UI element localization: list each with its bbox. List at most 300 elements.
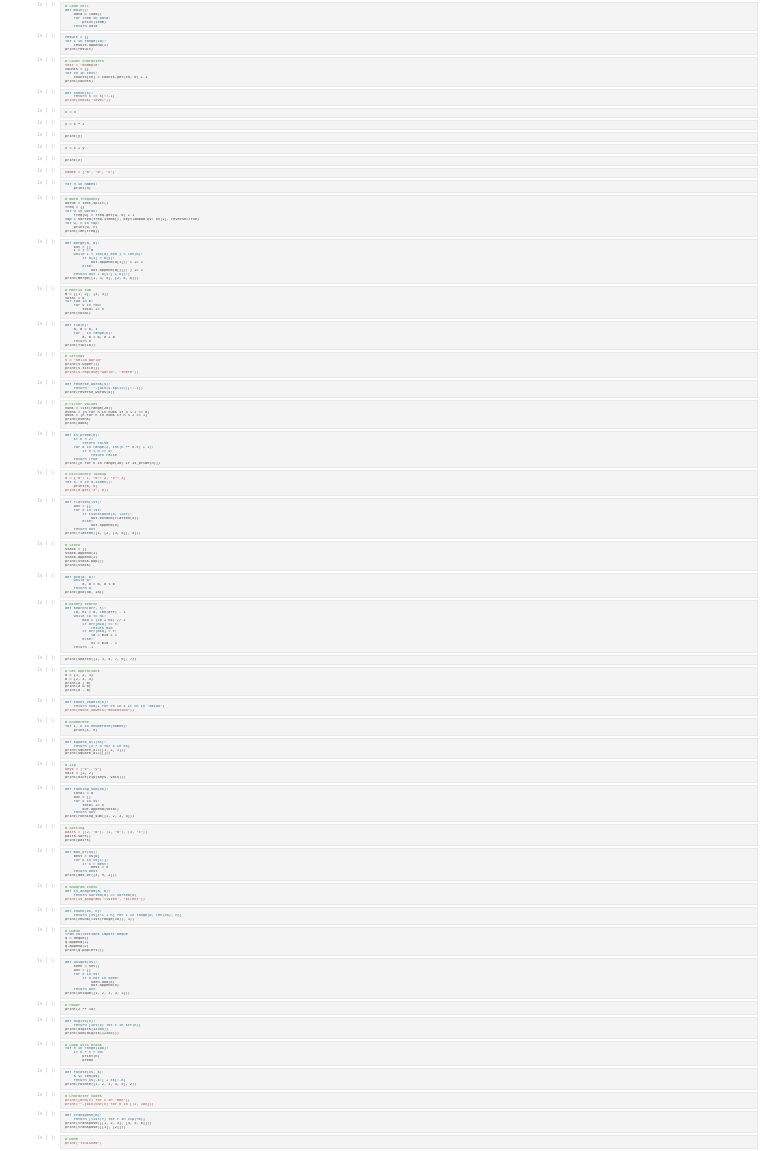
code-line: a = {1, 2, 3} [65, 673, 94, 677]
cell-input-area[interactable] [60, 156, 758, 166]
code-cell[interactable] [0, 785, 768, 822]
cell-input-area[interactable] [60, 718, 758, 736]
code-line: if arr[mid] == t: [65, 622, 120, 626]
code-line: print(chunk(list(range(10)), 3)) [65, 917, 135, 921]
code-line: # Character codes [65, 1094, 102, 1098]
code-line: return True [65, 457, 98, 461]
cell-input-area[interactable] [60, 1092, 758, 1110]
code-line: print(search([1, 3, 5, 7, 9], 7)) [65, 657, 137, 661]
cell-prompt-label: In [ ]: [37, 353, 56, 359]
code-line: q.append(1) [65, 941, 89, 945]
code-line: print(pairs) [65, 838, 91, 842]
code-line: print(2 ** 10) [65, 1008, 96, 1012]
code-line: else: [65, 265, 94, 269]
code-line: # Power [65, 1004, 81, 1008]
code-line: counts[ch] = counts.get(ch, 0) + 1 [65, 75, 148, 79]
code-line: return False [65, 441, 109, 445]
code-line: return best [65, 870, 98, 874]
cell-input-area[interactable] [60, 120, 758, 130]
code-line: best = x [65, 866, 109, 870]
code-cell[interactable] [0, 321, 768, 350]
code-line: out.append(b[j]); j += 1 [65, 268, 143, 272]
code-line: best = xs[0] [65, 854, 100, 858]
code-cell[interactable] [0, 195, 768, 236]
code-line: print(dict(zip(keys, vals))) [65, 776, 126, 780]
code-line: data = load() [65, 12, 102, 16]
cell-prompt-label: In [ ]: [37, 1112, 56, 1118]
code-line: def digits(n): [65, 1019, 96, 1023]
code-line: out = [] [65, 795, 91, 799]
cell-prompt-label: In [ ]: [37, 958, 56, 964]
cell-input-area[interactable] [60, 144, 758, 154]
cell-prompt-label: In [ ]: [37, 156, 56, 162]
code-line: if x > best: [65, 862, 109, 866]
code-line: print(transpose([[1], [2]])) [65, 1126, 126, 1130]
code-line: print(q.popleft()) [65, 949, 104, 953]
code-line: def unique(xs): [65, 960, 98, 964]
code-cell[interactable] [0, 600, 768, 653]
cell-prompt-label: In [ ]: [37, 762, 56, 768]
cell-input-area[interactable] [60, 108, 758, 118]
code-line: names = ["a", "b", "c"] [65, 170, 115, 174]
code-line: # Code cell [65, 5, 89, 8]
cell-input-area[interactable] [60, 883, 758, 905]
code-cell[interactable] [0, 108, 768, 118]
cell-prompt-label: In [ ]: [37, 825, 56, 831]
code-line: for n in names: [65, 182, 98, 186]
code-line: z = x + y [65, 146, 85, 150]
cell-input-area[interactable] [60, 927, 758, 956]
code-line: def count_vowels(s): [65, 701, 109, 705]
code-cell[interactable] [0, 1041, 768, 1067]
cell-prompt-label: In [ ]: [37, 432, 56, 438]
code-line: stack.append(2) [65, 555, 98, 559]
code-line: print(w, c) [65, 225, 98, 229]
cell-prompt-label: In [ ]: [37, 1002, 56, 1008]
cell-input-area[interactable] [60, 1001, 758, 1015]
code-line: print(a - b) [65, 689, 91, 693]
code-line: m = [[1, 2], [3, 4]] [65, 292, 109, 296]
code-cell[interactable] [0, 144, 768, 154]
cell-input-area[interactable] [60, 132, 758, 142]
code-cell[interactable] [0, 718, 768, 736]
code-cell[interactable] [0, 883, 768, 905]
cell-prompt-label: In [ ]: [37, 667, 56, 673]
code-line: return a [65, 339, 91, 343]
code-line: while i < len(a) and j < len(b): [65, 253, 143, 257]
cell-input-area[interactable] [60, 1041, 758, 1067]
cell-prompt-label: In [ ]: [37, 1136, 56, 1142]
code-line: # Word frequency [65, 198, 100, 202]
cell-prompt-label: In [ ]: [37, 927, 56, 933]
code-line: for x in xs[1:]: [65, 858, 109, 862]
code-line: text = "example" [65, 63, 100, 67]
cell-input-area[interactable] [60, 400, 758, 429]
code-line: for w, c in top: [65, 221, 100, 225]
code-cell[interactable] [0, 541, 768, 570]
cell-prompt-label: In [ ]: [37, 381, 56, 386]
code-line: print("".join(chr(n) for n in [72, 105])) [65, 1102, 154, 1106]
cell-prompt-label: In [ ]: [37, 719, 56, 724]
cell-input-area[interactable] [60, 1111, 758, 1133]
code-cell[interactable] [0, 180, 768, 194]
cell-prompt-label: In [ ]: [37, 196, 56, 202]
cell-prompt-label: In [ ]: [37, 286, 56, 292]
cell-input-area[interactable] [60, 785, 758, 822]
code-line: for n in range(100): [65, 1047, 109, 1051]
code-line: def rotate(xs, k): [65, 1071, 104, 1075]
cell-input-area[interactable] [60, 541, 758, 570]
code-line: # Sorting [65, 827, 85, 831]
code-line: print(check("level")) [65, 99, 111, 103]
cell-input-area[interactable] [60, 33, 758, 55]
cell-input-area[interactable] [60, 321, 758, 350]
code-cell[interactable] [0, 470, 768, 496]
cell-prompt-label: In [ ]: [37, 121, 56, 127]
code-cell[interactable] [0, 168, 768, 178]
code-line: lo, hi = 0, len(arr) - 1 [65, 610, 126, 614]
code-line: from collections import deque [65, 933, 128, 937]
code-line: nums = list(range(20)) [65, 406, 113, 410]
cell-input-area[interactable] [60, 498, 758, 539]
notebook [0, 2, 768, 1151]
code-cell[interactable] [0, 431, 768, 468]
code-line: hi = mid - 1 [65, 642, 117, 646]
code-line: return False [65, 453, 117, 457]
code-line: print(reverse_words(s)) [65, 390, 115, 394]
code-line: words = text.split() [65, 202, 109, 206]
code-line: print(s.upper()) [65, 363, 100, 367]
code-line: print("finished") [65, 1141, 102, 1145]
code-cell[interactable] [0, 1068, 768, 1090]
code-line: # Done [65, 1138, 78, 1142]
code-line: else: [65, 520, 94, 524]
code-line: for x in xs: [65, 799, 100, 803]
code-cell[interactable] [0, 848, 768, 881]
cell-input-area[interactable] [60, 1017, 758, 1039]
code-line: if x not in seen: [65, 976, 120, 980]
code-cell[interactable] [0, 57, 768, 86]
code-line: print(count_vowels("education")) [65, 709, 135, 713]
code-line: counts = {} [65, 67, 89, 71]
code-line: odds = [n for n in nums if n % 2 == 1] [65, 414, 148, 418]
code-line: result = [] [65, 36, 89, 40]
code-line: for w in words: [65, 210, 98, 214]
code-cell[interactable] [0, 907, 768, 925]
cell-input-area[interactable] [60, 89, 758, 107]
cell-input-area[interactable] [60, 958, 758, 999]
code-line: if arr[mid] < t: [65, 630, 117, 634]
code-line: pairs.sort() [65, 835, 91, 839]
code-line: # Loop with break [65, 1043, 102, 1047]
code-line: result.append(i) [65, 44, 109, 48]
code-line: def check(s): [65, 91, 94, 95]
code-line: print(odds) [65, 422, 89, 426]
code-cell[interactable] [0, 927, 768, 956]
code-line: total = 0 [65, 296, 85, 300]
cell-prompt-label: In [ ]: [37, 785, 56, 791]
code-cell[interactable] [0, 1111, 768, 1133]
code-cell[interactable] [0, 239, 768, 284]
code-line: print(flatten([1, [2, [3, 4]], 5])) [65, 532, 141, 536]
code-line: total = 0 [65, 791, 94, 795]
cell-input-area[interactable] [60, 848, 758, 881]
code-line: for x in xs: [65, 972, 100, 976]
code-line: break [65, 1059, 94, 1063]
cell-input-area[interactable] [60, 431, 758, 468]
code-line: y = x * 2 [65, 123, 85, 127]
code-cell[interactable] [0, 958, 768, 999]
code-line: return [x * x for x in xs] [65, 744, 130, 748]
code-line: for item in data: [65, 16, 111, 20]
code-cell[interactable] [0, 498, 768, 539]
code-line: a, b = 0, 1 [65, 327, 98, 331]
cell-prompt-label: In [ ]: [37, 58, 56, 64]
code-line: for x in lst: [65, 508, 102, 512]
code-line: print(square_all([1, 2, 3])) [65, 748, 126, 752]
code-line: for row in m: [65, 300, 94, 304]
code-line: print(d.get("z", 0)) [65, 489, 109, 493]
code-line: return out [65, 988, 96, 992]
code-line: for ch in text: [65, 71, 98, 75]
code-line: seen = set() [65, 964, 100, 968]
code-line: total += v [65, 308, 104, 312]
code-cell[interactable] [0, 33, 768, 55]
cell-prompt-label: In [ ]: [37, 699, 56, 705]
code-line: def gcd(a, b): [65, 575, 96, 579]
code-line: def is_prime(n): [65, 434, 100, 438]
cell-input-area[interactable] [60, 698, 758, 716]
code-line: def merge(a, b): [65, 241, 100, 245]
code-line: print(i, n) [65, 728, 98, 732]
code-cell[interactable] [0, 1135, 768, 1149]
code-cell[interactable] [0, 89, 768, 107]
code-line: def reverse_words(s): [65, 383, 111, 386]
cell-prompt-label: In [ ]: [37, 239, 56, 245]
code-line: for v in row: [65, 304, 102, 308]
code-line: print(s.title()) [65, 367, 100, 371]
code-cell[interactable] [0, 824, 768, 846]
code-line: return s == s[::-1] [65, 95, 115, 99]
code-line: return xs[-k:] + xs[:-k] [65, 1078, 126, 1082]
code-line: print(k, v) [65, 485, 98, 489]
code-line: def chunk(xs, n): [65, 909, 102, 913]
code-line: out.append(x) [65, 524, 120, 528]
code-line: print(square_all([])) [65, 752, 111, 756]
code-cell[interactable] [0, 120, 768, 130]
cell-input-area[interactable] [60, 907, 758, 925]
code-line: evens = [n for n in nums if n % 2 == 0] [65, 410, 150, 414]
cell-prompt-label: In [ ]: [37, 498, 56, 504]
code-line: print(counts) [65, 79, 94, 83]
code-line: if a[i] < b[j]: [65, 257, 115, 261]
code-line: print(unique([1, 2, 2, 3, 1])) [65, 992, 130, 996]
code-line: else: [65, 638, 94, 642]
cell-prompt-label: In [ ]: [37, 907, 56, 913]
code-line: return [int(c) for c in str(n)] [65, 1023, 141, 1027]
cell-input-area[interactable] [60, 168, 758, 178]
cell-input-area[interactable] [60, 180, 758, 194]
code-cell[interactable] [0, 380, 768, 398]
cell-input-area[interactable] [60, 1135, 758, 1149]
cell-prompt-label: In [ ]: [37, 3, 56, 8]
code-line: out = [] [65, 245, 91, 249]
cell-input-area[interactable] [60, 286, 758, 319]
cell-input-area[interactable] [60, 239, 758, 284]
code-line: # Set operations [65, 669, 100, 673]
cell-prompt-label: In [ ]: [37, 89, 56, 95]
cell-prompt-label: In [ ]: [37, 655, 56, 661]
cell-prompt-label: In [ ]: [37, 471, 56, 477]
code-cell[interactable] [0, 1017, 768, 1039]
code-line: # Matrix sum [65, 288, 91, 292]
code-line: if n * n > 50: [65, 1051, 104, 1055]
code-line: print(digits(12345)) [65, 1027, 109, 1031]
code-line: print(fib(10)) [65, 343, 96, 347]
code-line: # Dictionary lookup [65, 473, 107, 477]
code-line: d = {"a": 1, "b": 2, "c": 3} [65, 477, 126, 481]
cell-prompt-label: In [ ]: [37, 542, 56, 548]
code-line: print(gcd(48, 18)) [65, 591, 104, 595]
cell-prompt-label: In [ ]: [37, 168, 56, 174]
cell-prompt-label: In [ ]: [37, 144, 56, 150]
code-line: mid = (lo + hi) // 2 [65, 618, 126, 622]
code-line: lo = mid + 1 [65, 634, 117, 638]
cell-input-area[interactable] [60, 57, 758, 86]
code-line: print(evens) [65, 418, 91, 422]
code-line: return [xs[i:i + n] for i in range(0, len(xs), n)] [65, 913, 182, 917]
code-line: i = j = 0 [65, 249, 94, 253]
code-line: if isinstance(x, list): [65, 512, 133, 516]
code-cell[interactable] [0, 132, 768, 142]
code-line: print(len(freq)) [65, 229, 100, 233]
cell-prompt-label: In [ ]: [37, 573, 56, 579]
code-cell[interactable] [0, 286, 768, 319]
code-line: print(transpose([[1, 2, 3], [4, 5, 6]])) [65, 1122, 152, 1126]
code-line: return out [65, 528, 96, 532]
code-line: print(result) [65, 48, 94, 52]
code-line: seen.add(x) [65, 980, 115, 984]
cell-input-area[interactable] [60, 352, 758, 378]
code-line: print(rotate([1, 2, 3, 4, 5], 2)) [65, 1082, 137, 1086]
code-line: while lo <= hi: [65, 614, 107, 618]
code-line: keys = ["x", "y"] [65, 768, 102, 772]
cell-input-area[interactable] [60, 470, 758, 496]
cell-prompt-label: In [ ]: [37, 1017, 56, 1023]
code-line: top = sorted(freq.items(), key=lambda kv: kv[1], reverse=True) [65, 218, 200, 221]
code-line: # Enumerate [65, 721, 89, 724]
cell-input-area[interactable] [60, 573, 758, 599]
code-line: # Stack [65, 544, 81, 548]
code-line: print(item) [65, 20, 107, 24]
code-line: print(y) [65, 135, 83, 139]
code-line: return sorted(a) == sorted(b) [65, 894, 137, 897]
code-line: if n < 2: [65, 438, 94, 442]
code-cell[interactable] [0, 655, 768, 665]
code-line: print(merge([1, 3, 5], [2, 4, 6])) [65, 276, 139, 280]
cell-input-area[interactable] [60, 824, 758, 846]
code-line: freq[w] = freq.get(w, 0) + 1 [65, 214, 135, 218]
code-line: def max_of(xs): [65, 850, 98, 854]
cell-prompt-label: In [ ]: [37, 1092, 56, 1098]
code-line: print(max_of([3, 9, 2])) [65, 874, 117, 878]
code-cell[interactable] [0, 156, 768, 166]
code-line: print(s.replace("world", "there")) [65, 371, 139, 375]
code-line: out.append(a[i]); i += 1 [65, 261, 143, 265]
cell-prompt-label: In [ ]: [37, 1041, 56, 1047]
code-line: def transpose(m): [65, 1114, 102, 1118]
cell-input-area[interactable] [60, 667, 758, 696]
code-cell[interactable] [0, 1092, 768, 1110]
code-line: vals = [1, 2] [65, 772, 94, 776]
cell-input-area[interactable] [60, 761, 758, 783]
code-line: # Strings [65, 355, 85, 359]
code-line: return data [65, 24, 98, 28]
code-cell[interactable] [0, 573, 768, 599]
code-line: print(stack.pop()) [65, 559, 104, 563]
code-line: for k, v in d.items(): [65, 481, 113, 485]
cell-prompt-label: In [ ]: [37, 738, 56, 744]
code-line: out = [] [65, 504, 91, 508]
code-cell[interactable] [0, 1001, 768, 1015]
code-line: return out [65, 811, 96, 815]
cell-input-area[interactable] [60, 738, 758, 760]
code-line: for d in range(2, int(n ** 0.5) + 1): [65, 445, 154, 449]
code-line: # Queue [65, 929, 81, 933]
code-line: # Binary search [65, 603, 98, 607]
code-line: return " ".join(s.split()[::-1]) [65, 386, 143, 390]
code-cell[interactable] [0, 352, 768, 378]
code-line: return -1 [65, 646, 94, 650]
cell-prompt-label: In [ ]: [37, 133, 56, 139]
code-line: print(n) [65, 1055, 100, 1059]
code-cell[interactable] [0, 2, 768, 31]
code-line: print([ord(c) for c in "abc"]) [65, 1098, 130, 1102]
cell-prompt-label: In [ ]: [37, 848, 56, 854]
cell-prompt-label: In [ ]: [37, 109, 56, 115]
cell-input-area[interactable] [60, 655, 758, 665]
code-cell[interactable] [0, 698, 768, 716]
code-line: stack.append(1) [65, 551, 98, 555]
code-line: # Filter values [65, 402, 98, 406]
code-line: out.extend(flatten(x)) [65, 516, 139, 520]
code-line: def main(): [65, 8, 89, 12]
cell-input-area[interactable] [60, 380, 758, 398]
code-line: print(stack) [65, 563, 91, 567]
code-line: out.append(x) [65, 984, 120, 988]
code-line: k %= len(xs) [65, 1075, 100, 1078]
cell-input-area[interactable] [60, 2, 758, 31]
cell-input-area[interactable] [60, 600, 758, 653]
code-line: stack = [] [65, 548, 87, 551]
code-line: print(running_sum([1, 2, 3, 4])) [65, 815, 135, 819]
code-line: # Anagram check [65, 886, 98, 890]
code-line: def flatten(lst): [65, 500, 102, 504]
cell-prompt-label: In [ ]: [37, 884, 56, 890]
code-line: def is_anagram(a, b): [65, 890, 111, 894]
code-cell[interactable] [0, 400, 768, 429]
code-cell[interactable] [0, 667, 768, 696]
code-line: print([n for n in range(30) if is_prime(n)]) [65, 461, 161, 465]
code-line: return a [65, 587, 91, 591]
cell-prompt-label: In [ ]: [37, 400, 56, 406]
code-cell[interactable] [0, 761, 768, 783]
code-line: pairs = [(2, "b"), (1, "a"), (3, "c")] [65, 831, 148, 835]
cell-input-area[interactable] [60, 195, 758, 236]
code-line: print(sum(digits(12345))) [65, 1031, 120, 1035]
code-cell[interactable] [0, 738, 768, 760]
cell-input-area[interactable] [60, 1068, 758, 1090]
